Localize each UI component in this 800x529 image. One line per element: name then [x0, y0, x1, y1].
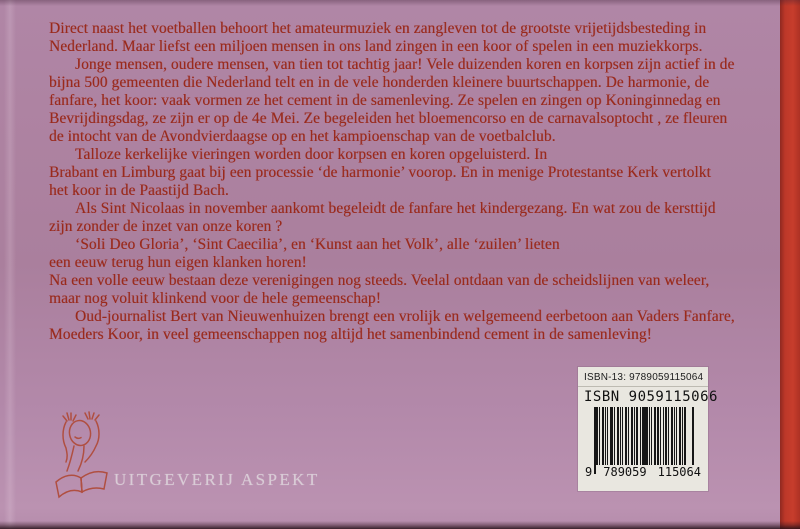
body-text-line: Nederland. Maar liefst een miljoen mensen in ons land zingen in een koor of spelen in een muziekkorps. — [49, 38, 703, 55]
body-text-line: Bevrijdingsdag, ze zijn er op de 4e Mei. Ze begeleiden het bloemencorso en de carnavalsoptocht , ze fleuren — [49, 110, 728, 127]
ean-digits-row — [584, 465, 702, 479]
left-crease-highlight — [4, 0, 16, 529]
body-text-line: Talloze kerkelijke vieringen worden door korpsen en koren opgeluisterd. In — [75, 146, 548, 163]
isbn10-text: ISBN 9059115066 — [584, 389, 718, 405]
body-text-line: fanfare, het koor: vaak vormen ze het cement in de samenleving. Ze spelen en zingen op Koninginnedag en — [49, 92, 721, 109]
body-text-line: Jonge mensen, oudere mensen, van tien tot tachtig jaar! Vele duizenden koren en korpsen zijn actief in de — [75, 56, 735, 73]
reader-with-open-book-icon — [52, 410, 112, 502]
body-text-line: maar nog voluit klinkend voor de hele gemeenschap! — [49, 290, 381, 307]
ean-barcode-bars — [586, 407, 700, 465]
body-text-line: Als Sint Nicolaas in november aankomt begeleidt de fanfare het kindergezang. En wat zou de kersttijd — [75, 200, 716, 217]
body-text-line: zijn zonder de inzet van onze koren ? — [49, 218, 283, 235]
body-text-line: ‘Soli Deo Gloria’, ‘Sint Caecilia’, en ‘Kunst aan het Volk’, alle ‘zuilen’ lieten — [75, 236, 560, 253]
body-text-line: Oud-journalist Bert van Nieuwenhuizen brengt een vrolijk en welgemeend eerbetoon aan Vaders Fanfare, — [75, 308, 735, 325]
publisher-name: UITGEVERIJ ASPEKT — [114, 470, 320, 489]
barcode-guard-bar — [692, 407, 694, 474]
body-text-line: het koor in de Paastijd Bach. — [49, 182, 229, 199]
barcode-guard-bar — [643, 407, 645, 474]
body-text-line: Direct naast het voetballen behoort het amateurmuziek en zangleven tot de grootste vrijetijdsbesteding in — [49, 20, 707, 37]
body-text-line: Brabant en Limburg gaat bij een processie ‘de harmonie’ voorop. En in menige Protestantse Kerk vertolkt — [49, 164, 711, 181]
isbn-barcode-label — [578, 367, 718, 491]
body-text-line: een eeuw terug hun eigen klanken horen! — [49, 254, 307, 271]
spine-red-strip — [780, 0, 800, 529]
body-text-line: bijna 500 gemeenten die Nederland telt en in de vele honderden kleinere buurtschappen. De harmonie, de — [49, 74, 710, 91]
barcode-guard-bar — [594, 407, 596, 474]
label-divider — [578, 386, 708, 387]
ean-group1: 789059 — [603, 465, 647, 479]
isbn13-text: ISBN-13: 9789059115064 — [584, 372, 704, 383]
body-text-line: Moeders Koor, in veel gemeenschappen nog altijd het samenbindend cement in de samenleving! — [49, 326, 652, 343]
blurb-text — [49, 20, 789, 344]
top-edge-shadow — [0, 0, 800, 6]
bottom-edge-shadow — [0, 521, 800, 529]
ean-group2: 115064 — [657, 465, 701, 479]
body-text-line: Na een volle eeuw bestaan deze verenigingen nog steeds. Veelal ontdaan van de scheidslijnen van weleer, — [49, 272, 710, 289]
body-text-line: de intocht van de Avondvierdaagse op en het kampioenschap van de voetbalclub. — [49, 128, 556, 145]
ean-left-digit: 9 — [585, 465, 593, 479]
